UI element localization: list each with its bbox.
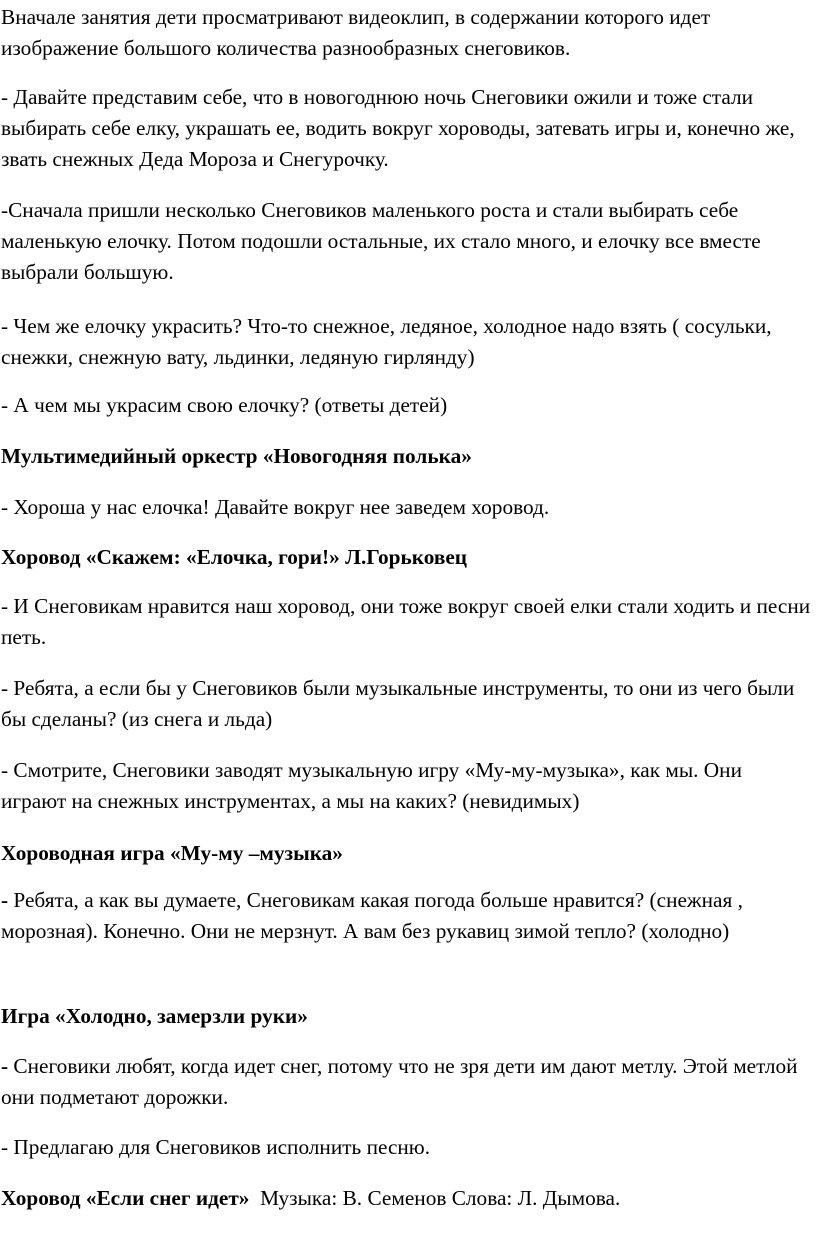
- paragraph-final-song: [1, 1183, 812, 1214]
- heading-orchestra: Мультимедийный оркестр «Новогодняя полька»: [1, 444, 472, 468]
- dash-marker: -: [1, 1054, 9, 1078]
- paragraph-round-dance: - Хороша у нас елочка! Давайте вокруг нее заведем хоровод.: [1, 495, 550, 519]
- paragraph-instruments: - Ребята, а если бы у Снеговиков были музыкальные инструменты, то они из чего были бы сделаны? (из снега и льда): [1, 676, 795, 731]
- paragraph-music-game: - Смотрите, Снеговики заводят музыкальную игру «Му-му-музыка», как мы. Они играют на снежных инструментах, а мы на каких? (невидимых): [1, 758, 742, 813]
- paragraph-weather: [1, 885, 812, 947]
- paragraph-weather-text: Ребята, а как вы думаете, Снеговикам какая погода больше нравится? (снежная , морозная). Конечно. Они не мерзнут. А вам без рукавиц зимой тепло? (холодно): [1, 888, 743, 943]
- paragraph-our-tree: - А чем мы украсим свою елочку? (ответы детей): [1, 393, 448, 417]
- heading-cold-game: Игра «Холодно, замерзли руки»: [1, 1004, 308, 1028]
- paragraph-intro: Вначале занятия дети просматривают видеоклип, в содержании которого идет изображение большого количества разнообразных снеговиков.: [1, 5, 711, 60]
- dash-marker: -: [1, 888, 9, 912]
- paragraph-new-year-night: - Давайте представим себе, что в новогоднюю ночь Снеговики ожили и тоже стали выбирать себе елку, украшать ее, водить вокруг хороводы, затевать игры и, конечно же, звать снежных Деда Мороза и Снегурочку.: [1, 85, 795, 171]
- paragraph-choosing-tree: -Сначала пришли несколько Снеговиков маленького роста и стали выбирать себе маленькую елочку. Потом подошли остальные, их стало много, и елочку все вместе выбрали большую.: [1, 198, 761, 284]
- heading-if-snow-falls: Хоровод «Если снег идет»: [1, 1186, 250, 1210]
- paragraph-broom-text: Снеговики любят, когда идет снег, потому что не зря дети им дают метлу. Этой метлой они подметают дорожки.: [1, 1054, 798, 1109]
- song-credits: Музыка: В. Семенов Слова: Л. Дымова.: [249, 1186, 621, 1210]
- paragraph-snowmen-dance: - И Снеговикам нравится наш хоровод, они тоже вокруг своей елки стали ходить и песни петь.: [1, 594, 811, 649]
- paragraph-decorate-question: - Чем же елочку украсить? Что-то снежное, ледяное, холодное надо взять ( сосульки, снежки, снежную вату, льдинки, ледяную гирлянду): [1, 314, 772, 369]
- paragraph-broom: [1, 1051, 812, 1113]
- heading-round-dance-song: Хоровод «Скажем: «Елочка, гори!» Л.Горьковец: [1, 545, 468, 569]
- paragraph-song-offer: - Предлагаю для Снеговиков исполнить песню.: [1, 1135, 431, 1159]
- heading-music-game: Хороводная игра «Му-му –музыка»: [1, 841, 343, 865]
